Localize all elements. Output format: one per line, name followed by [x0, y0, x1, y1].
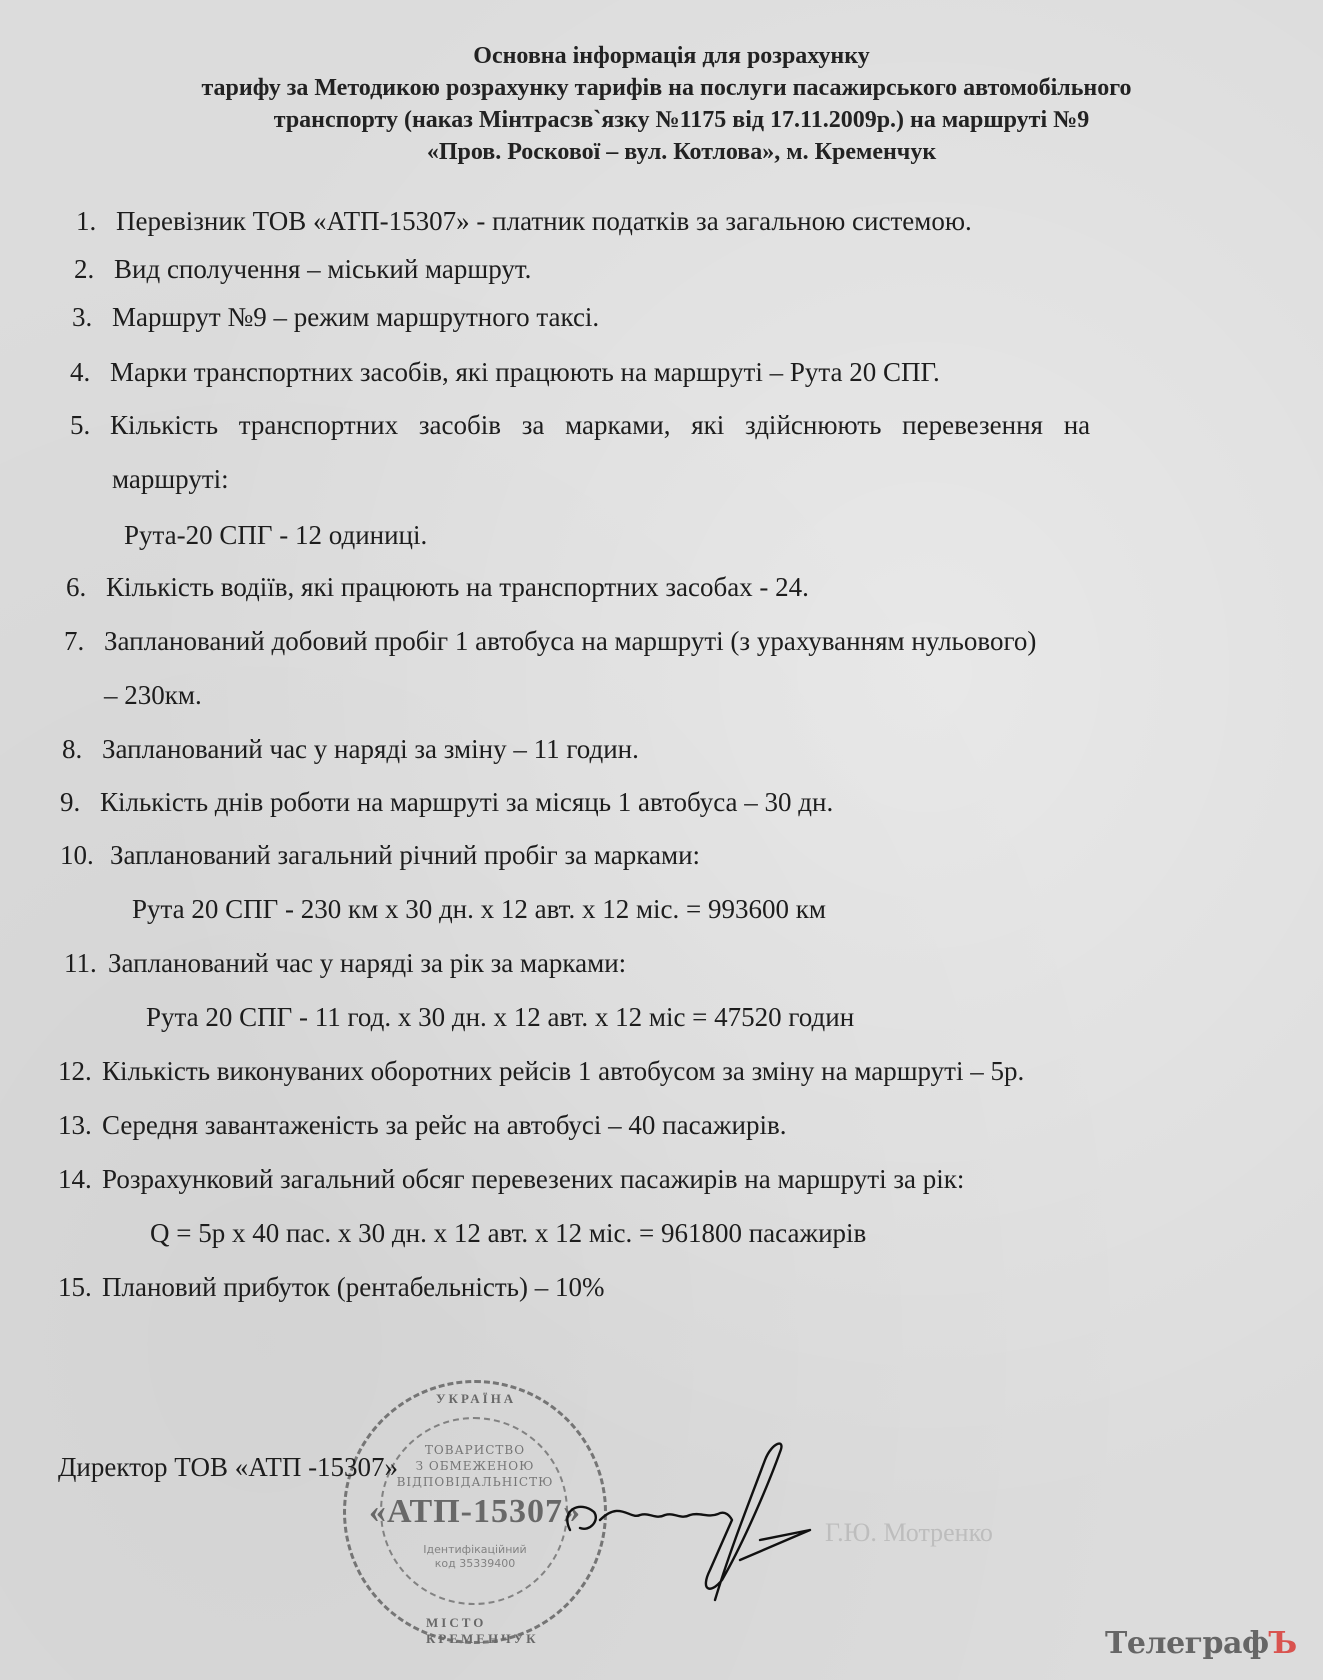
director-label: Директор ТОВ «АТП -15307»	[58, 1452, 399, 1482]
item-number: 9.	[60, 787, 81, 817]
logo-accent-letter: Ъ	[1268, 1626, 1297, 1661]
list-item-1	[76, 204, 972, 238]
stamp-ring-top: УКРАЇНА	[436, 1391, 517, 1406]
title-line-2: тарифу за Методикою розрахунку тарифів на послуги пасажирського автомобільного	[201, 75, 1132, 101]
item-number: 13.	[58, 1110, 92, 1140]
item-number: 6.	[66, 572, 87, 602]
list-item-13	[58, 1108, 787, 1142]
list-item-2	[74, 252, 531, 286]
item-text: Плановий прибуток (рентабельність) – 10%	[102, 1272, 605, 1302]
list-item-6	[66, 570, 809, 604]
item-number: 4.	[70, 357, 91, 387]
item-number: 5.	[70, 410, 91, 440]
title-line-4: «Пров. Роскової – вул. Котлова», м. Кременчук	[426, 139, 937, 165]
list-item-14-sub: Q = 5р х 40 пас. х 30 дн. х 12 авт. х 12 міс. = 961800 пасажирів	[150, 1218, 867, 1248]
stamp-line-2: З ОБМЕЖЕНОЮ	[415, 1459, 535, 1473]
item-number: 3.	[72, 302, 93, 332]
list-item-5-sub: Рута-20 СПГ - 12 одиниці.	[124, 520, 428, 550]
list-item-11	[64, 946, 626, 980]
item-text: Розрахунковий загальний обсяг перевезених пасажирів на маршруті за рік:	[102, 1164, 965, 1194]
stamp-line-1: ТОВАРИСТВО	[424, 1443, 526, 1457]
item-text: Запланований загальний річний пробіг за марками:	[110, 840, 701, 870]
list-item-11-sub: Рута 20 СПГ - 11 год. х 30 дн. х 12 авт. х 12 міс = 47520 годин	[146, 1002, 855, 1032]
item-text: Маршрут №9 – режим маршрутного таксі.	[112, 302, 600, 332]
item-number: 10.	[60, 840, 94, 870]
stamp-ring-bottom: МІСТО КРЕМЕНЧУК	[426, 1615, 539, 1646]
list-item-3	[72, 300, 599, 334]
item-text: Запланований час у наряді за зміну – 11 годин.	[102, 734, 639, 764]
list-item-14	[58, 1162, 964, 1196]
list-item-8	[62, 732, 639, 766]
list-item-15	[58, 1270, 604, 1304]
title-line-3: транспорту (наказ Мінтрасзв`язку №1175 від 17.11.2009р.) на маршруті №9	[273, 107, 1090, 133]
title-line-1: Основна інформація для розрахунку	[473, 43, 870, 69]
telegraf-logo	[1105, 1626, 1297, 1661]
director-name: Г.Ю. Мотренко	[825, 1518, 993, 1547]
item-text: Марки транспортних засобів, які працюють на маршруті – Рута 20 СПГ.	[110, 357, 940, 387]
stamp-id-code: код 35339400	[434, 1557, 516, 1570]
item-text: Запланований добовий пробіг 1 автобуса на маршруті (з урахуванням нульового)	[104, 626, 1037, 656]
logo-text: Телеграф	[1105, 1626, 1269, 1661]
list-item-4	[70, 355, 940, 389]
item-number: 15.	[58, 1272, 92, 1302]
item-number: 12.	[58, 1056, 92, 1086]
item-text: Середня завантаженість за рейс на автобусі – 40 пасажирів.	[102, 1110, 787, 1140]
list-item-7	[64, 624, 1036, 658]
item-number: 14.	[58, 1164, 92, 1194]
item-text: Кількість транспортних засобів за марками, які здійснюють перевезення на	[110, 410, 1091, 440]
stamp-id-label: Ідентифікаційний	[423, 1543, 527, 1556]
list-item-7-continuation: – 230км.	[104, 680, 202, 710]
item-number: 1.	[76, 206, 97, 236]
document-title	[0, 40, 1323, 168]
item-text: Запланований час у наряді за рік за марками:	[108, 948, 627, 978]
item-text: Кількість виконуваних оборотних рейсів 1 автобусом за зміну на маршруті – 5р.	[102, 1056, 1025, 1086]
item-number: 8.	[62, 734, 83, 764]
list-item-9	[60, 785, 833, 819]
list-item-12	[58, 1054, 1024, 1088]
item-number: 11.	[64, 948, 97, 978]
item-number: 2.	[74, 254, 95, 284]
signature-icon	[560, 1420, 820, 1620]
item-number: 7.	[64, 626, 85, 656]
list-item-5-continuation: маршруті:	[112, 464, 229, 494]
item-text: Кількість днів роботи на маршруті за місяць 1 автобуса – 30 дн.	[100, 787, 834, 817]
list-item-10	[60, 838, 700, 872]
list-item-5	[70, 408, 1280, 442]
item-text: Кількість водіїв, які працюють на транспортних засобах - 24.	[106, 572, 809, 602]
item-text: Вид сполучення – міський маршрут.	[114, 254, 532, 284]
item-text: Перевізник ТОВ «АТП-15307» - платник податків за загальною системою.	[116, 206, 972, 236]
list-item-10-sub: Рута 20 СПГ - 230 км х 30 дн. х 12 авт. х 12 міс. = 993600 км	[132, 894, 826, 924]
stamp-company: «АТП-15307»	[368, 1493, 581, 1530]
stamp-line-3: ВІДПОВІДАЛЬНІСТЮ	[396, 1475, 554, 1489]
